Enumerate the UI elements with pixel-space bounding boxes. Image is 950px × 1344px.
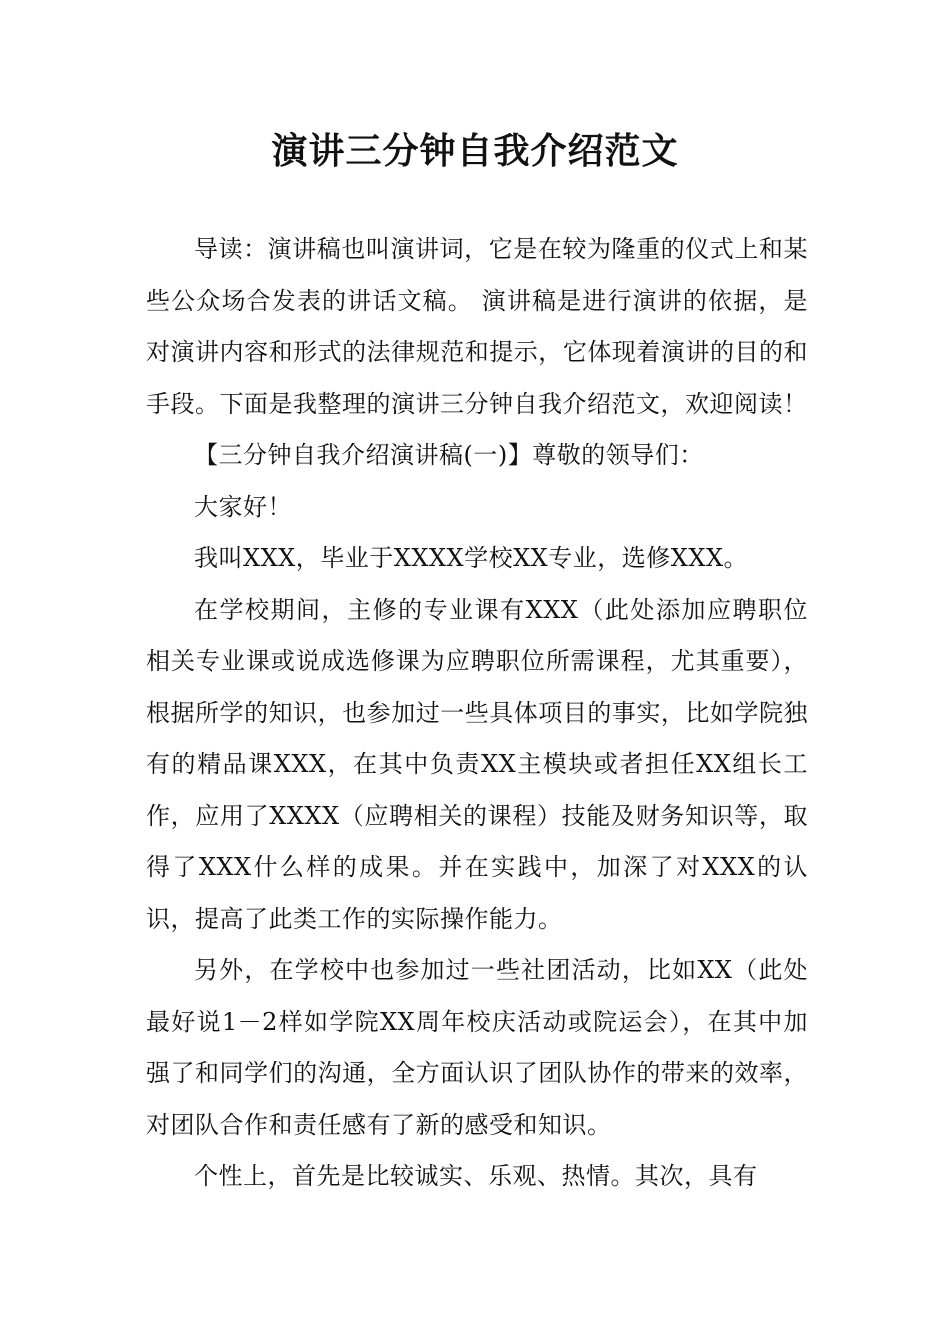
- paragraph-activities: 另外，在学校中也参加过一些社团活动，比如XX（此处最好说1－2样如学院XX周年校庆活动或院运会），在其中加强了和同学们的沟通，全方面认识了团队协作的带来的效率，对团队合作和责任感有了新的感受和知识。: [146, 956, 808, 1139]
- paragraph-study: 在学校期间，主修的专业课有XXX（此处添加应聘职位相关专业课或说成选修课为应聘职位所需课程，尤其重要），根据所学的知识，也参加过一些具体项目的事实，比如学院独有的精品课XXX，在其中负责XX主模块或者担任XX组长工作，应用了XXXX（应聘相关的课程）技能及财务知识等，取得了XXX什么样的成果。并在实践中，加深了对XXX的认识，提高了此类工作的实际操作能力。: [146, 595, 808, 933]
- paragraph-personality: 个性上，首先是比较诚实、乐观、热情。其次，具有: [194, 1162, 758, 1190]
- paragraph-greeting: 大家好！: [194, 492, 292, 521]
- paragraph-name: 我叫XXX，毕业于XXXX学校XX专业，选修XXX。: [194, 544, 749, 572]
- paragraph-heading: 【三分钟自我介绍演讲稿(一)】尊敬的领导们：: [194, 441, 704, 469]
- document-title: 演讲三分钟自我介绍范文: [271, 131, 679, 172]
- paragraph-intro: 导读：演讲稿也叫演讲词，它是在较为隆重的仪式上和某些公众场合发表的讲话文稿。 演讲稿是进行演讲的依据，是对演讲内容和形式的法律规范和提示，它体现着演讲的目的和手段。下面是我整理的演讲三分钟自我介绍范文，欢迎阅读！: [146, 235, 808, 418]
- document-body: [146, 224, 808, 1203]
